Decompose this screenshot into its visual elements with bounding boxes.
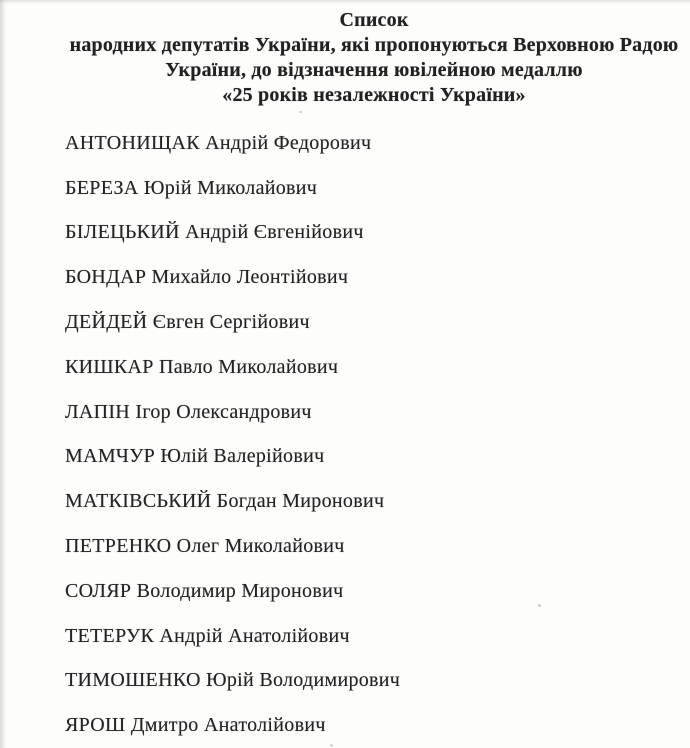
scan-edge-left [0,0,6,748]
list-item: КИШКАР Павло Миколайович [65,355,339,378]
list-item: БОНДАР Михайло Леонтійович [65,266,349,289]
document-title-line-4: «25 років незалежності України» [222,84,526,106]
list-item: МАМЧУР Юлій Валерійович [65,445,325,468]
list-item: ТИМОШЕНКО Юрій Володимирович [65,669,401,692]
list-item: МАТКІВСЬКИЙ Богдан Миронович [65,490,385,513]
document-title-line-3: України, до відзначення ювілейною медаллю [165,59,583,81]
deputies-name-list [65,121,665,748]
list-item: БІЛЕЦЬКИЙ Андрій Євгенійович [65,221,364,244]
scan-edge-top [0,0,690,4]
document-title-line-1: Список [339,9,409,31]
list-item: ТЕТЕРУК Андрій Анатолійович [65,624,350,647]
list-item: ЛАПІН Ігор Олександрович [65,400,312,423]
document-title [58,8,690,108]
list-item: АНТОНИЩАК Андрій Федорович [65,131,372,154]
list-item: ПЕТРЕНКО Олег Миколайович [65,535,345,558]
document-title-line-2: народних депутатів України, які пропонуються Верховною Радою [69,34,679,56]
list-item: ЯРОШ Дмитро Анатолійович [65,714,326,737]
list-item: СОЛЯР Володимир Миронович [65,579,344,602]
list-item: БЕРЕЗА Юрій Миколайович [65,176,318,199]
scan-speck [299,111,302,113]
list-item: ДЕЙДЕЙ Євген Сергійович [65,311,310,334]
